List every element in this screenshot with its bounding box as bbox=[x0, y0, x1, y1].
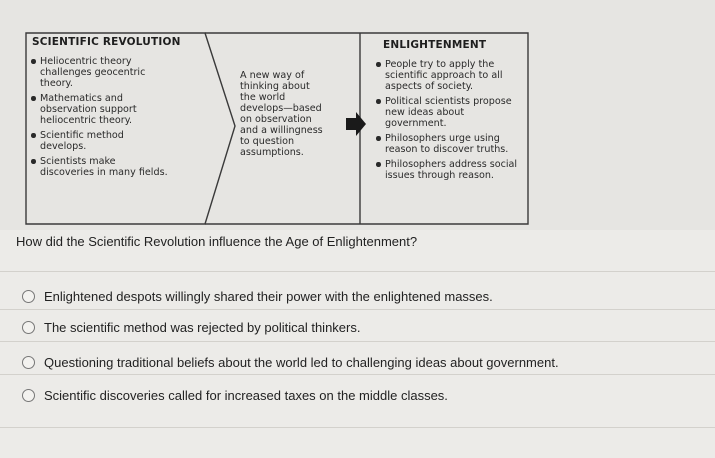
right-bullet-list bbox=[375, 59, 525, 185]
divider bbox=[0, 374, 715, 375]
divider bbox=[0, 309, 715, 310]
right-column-title: ENLIGHTENMENT bbox=[383, 39, 487, 51]
answer-option-label: Enlightened despots willingly shared their power with the enlightened masses. bbox=[44, 288, 493, 304]
divider bbox=[0, 341, 715, 342]
left-bullet-4: Scientists make discoveries in many fields. bbox=[30, 156, 220, 178]
center-summary: A new way of thinking about the world develops—based on observation and a willingness to question assumptions. bbox=[240, 70, 323, 158]
right-bullet-1: People try to apply the scientific approach to all aspects of society. bbox=[375, 59, 525, 92]
radio-button[interactable] bbox=[22, 389, 35, 402]
left-bullet-1: Heliocentric theory challenges geocentric theory. bbox=[30, 56, 220, 89]
answer-option-2[interactable] bbox=[0, 312, 715, 342]
answer-option-label: Questioning traditional beliefs about the world led to challenging ideas about government. bbox=[44, 354, 559, 370]
answer-option-label: The scientific method was rejected by political thinkers. bbox=[44, 319, 361, 335]
right-bullet-2: Political scientists propose new ideas about government. bbox=[375, 96, 525, 129]
divider bbox=[0, 271, 715, 272]
answer-option-1[interactable] bbox=[0, 281, 715, 311]
answer-option-4[interactable] bbox=[0, 380, 715, 410]
right-bullet-4: Philosophers address social issues through reason. bbox=[375, 159, 525, 181]
left-bullet-3: Scientific method develops. bbox=[30, 130, 220, 152]
left-column-title: SCIENTIFIC REVOLUTION bbox=[32, 36, 181, 48]
radio-button[interactable] bbox=[22, 356, 35, 369]
question-text: How did the Scientific Revolution influence the Age of Enlightenment? bbox=[16, 234, 418, 249]
answer-option-3[interactable] bbox=[0, 347, 715, 377]
radio-button[interactable] bbox=[22, 321, 35, 334]
answer-option-label: Scientific discoveries called for increased taxes on the middle classes. bbox=[44, 387, 448, 403]
left-bullet-list bbox=[30, 56, 220, 182]
right-bullet-3: Philosophers urge using reason to discover truths. bbox=[375, 133, 525, 155]
divider bbox=[0, 427, 715, 428]
radio-button[interactable] bbox=[22, 290, 35, 303]
left-bullet-2: Mathematics and observation support heliocentric theory. bbox=[30, 93, 220, 126]
